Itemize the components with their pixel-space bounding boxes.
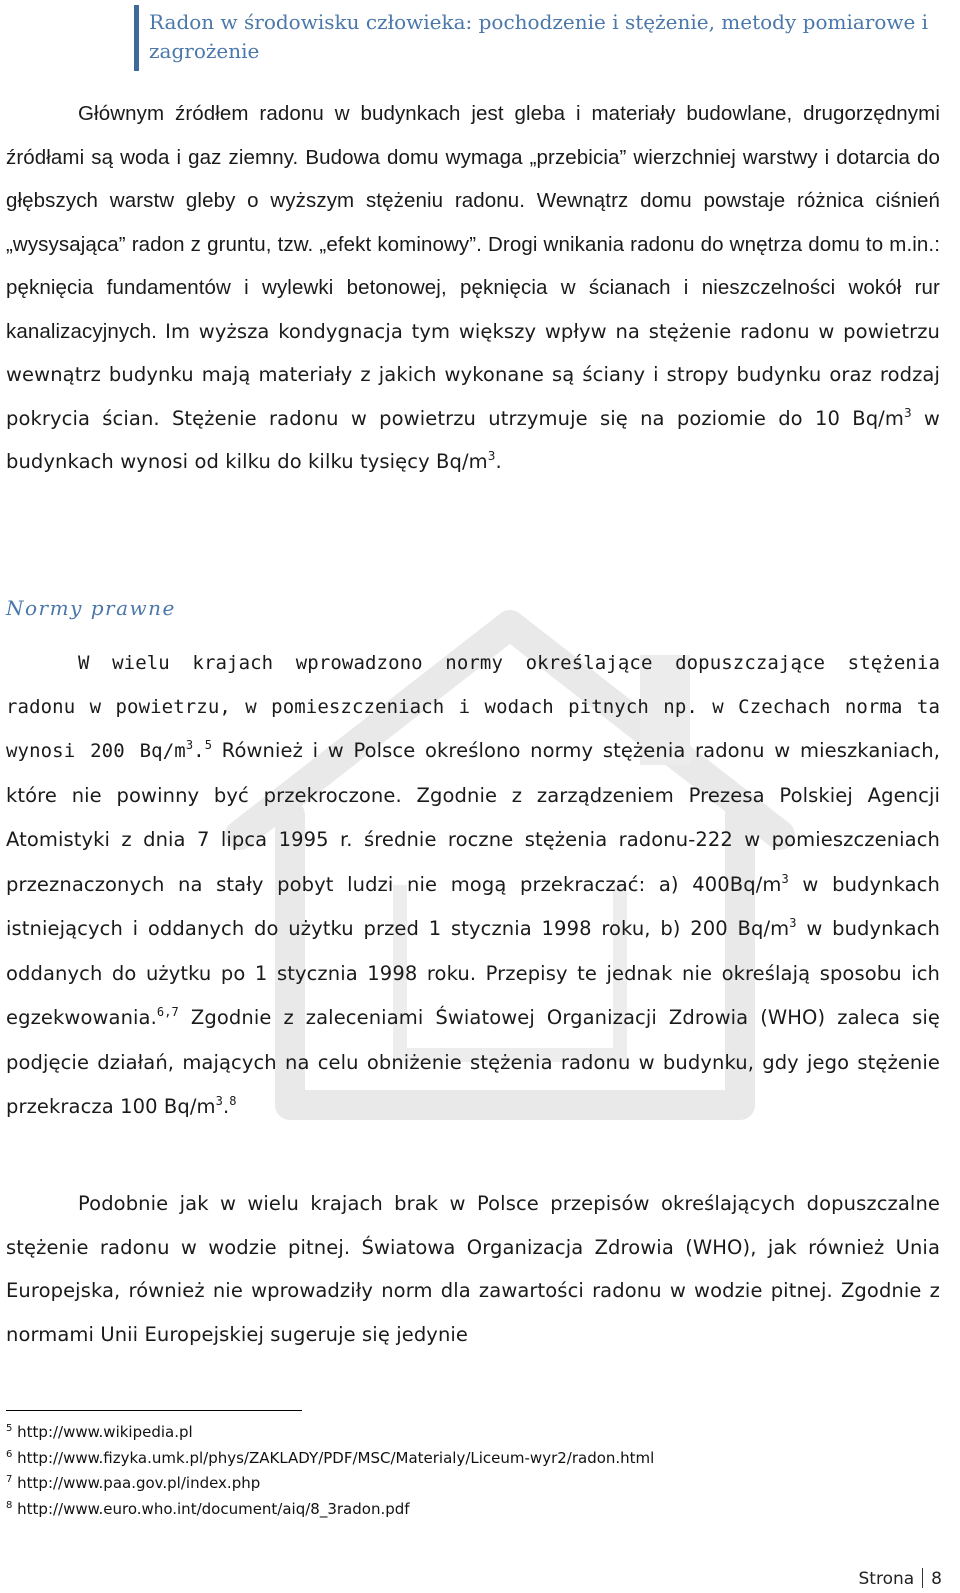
page-number-divider — [922, 1568, 923, 1588]
paragraph-radon-sources — [6, 92, 940, 484]
footnote-item: $^6$ http://www.fizyka.umk.pl/phys/ZAKLADY/PDF/MSC/Materialy/Liceum-wyr2/radon.html — [6, 1448, 655, 1467]
superscript: 3 — [903, 405, 912, 420]
footnote-separator — [6, 1410, 302, 1411]
superscript: 3 — [185, 738, 194, 752]
page-header — [134, 5, 934, 71]
paragraph-legal-norms: W wielu krajach wprowadzono normy określające dopuszczające stężenia radonu w powietrzu, w pomieszczeniach i wodach pitnych np. w Czechach norma ta wynosi 200 $Bq/m^3.^5$ Również i w Polsce określono normy stężenia radonu w mieszkaniach, które nie powinny być przekroczone. Zgodnie z zarządzeniem Prezesa Polskiej Agencji Atomistyki z dnia 7 lipca 1995 r. średnie roczne stężenia radonu-222 w pomieszczeniach przeznaczonych na stały pobyt ludzi nie mogą przekraczać: a) $400Bq/m^3$ w budynkach istniejących i oddanych do użytku przed 1 stycznia 1998 roku, b) 200 $Bq/m^3$ w budynkach oddanych do użytku po 1 stycznia 1998 roku. Przepisy te jednak nie określają sposobu ich egzekwowania.$^{6,7}$ Zgodnie z zaleceniami Światowej Organizacji Zdrowia (WHO) zaleca się podjęcie działań, mających na celu obniżenie stężenia radonu w budynku, gdy jego stężenie przekracza 100 $Bq/m^3.^8$ — [6, 652, 941, 1118]
page-number — [859, 1568, 943, 1589]
footnote-ref: 6,7 — [156, 1005, 179, 1019]
page-label: Strona — [858, 1569, 915, 1589]
superscript: 3 — [781, 871, 789, 886]
footnote-ref: 8 — [229, 1094, 237, 1108]
footnote-link[interactable]: http://www.paa.gov.pl/index.php — [17, 1474, 261, 1492]
footnote-item: $^8$ http://www.euro.who.int/document/aiq/8_3radon.pdf — [6, 1499, 410, 1518]
footnotes — [6, 1420, 654, 1522]
section-heading-legal-norms: Normy prawne — [6, 596, 176, 620]
paragraph-drinking-water: Podobnie jak w wielu krajach brak w Polsce przepisów określających dopuszczalne stężenie radonu w wodzie pitnej. Światowa Organizacja Zdrowia (WHO), jak również Unia Europejska, również nie wprowadziły norm dla zawartości radonu w wodzie pitnej. Zgodnie z normami Unii Europejskiej sugeruje się jedynie — [6, 1192, 940, 1346]
superscript: 3 — [487, 449, 496, 463]
footnote-item: $^7$ http://www.paa.gov.pl/index.php — [6, 1474, 261, 1492]
footnote-link[interactable]: http://www.wikipedia.pl — [17, 1423, 193, 1441]
page-number-value: 8 — [931, 1569, 942, 1589]
superscript: 3 — [215, 1094, 223, 1108]
footnote-link[interactable]: http://www.euro.who.int/document/aiq/8_3radon.pdf — [17, 1499, 410, 1518]
paragraph-radon-sources-cont: Im wyższa kondygnacja tym większy wpływ na stężenie radonu w powietrzu wewnątrz budynku mają materiały z jakich wykonane są ściany i stropy budynku oraz rodzaj pokrycia ścian. Stężenie radonu w powietrzu utrzymuje się na poziomie do 10 $Bq/m^3$ w budynkach wynosi od kilku do kilku tysięcy $Bq/m^3$. — [6, 319, 941, 473]
superscript: 3 — [789, 916, 797, 930]
footnote-item: $^5$ http://www.wikipedia.pl — [6, 1423, 193, 1441]
footnote-link[interactable]: http://www.fizyka.umk.pl/phys/ZAKLADY/PDF/MSC/Materialy/Liceum-wyr2/radon.html — [17, 1448, 655, 1467]
footnote-ref: 5 — [204, 738, 213, 752]
document-title: Radon w środowisku człowieka: pochodzenie i stężenie, metody pomiarowe i zagrożenie — [149, 10, 929, 63]
paragraph-radon-sources-lead: Głównym źródłem radonu w budynkach jest gleba i materiały budowlane, drugorzędnymi źródłami są woda i gaz ziemny. Budowa domu wymaga „przebicia” wierzchniej warstwy i dotarcia do głębszych warstw gleby o wyższym stężeniu radonu. Wewnątrz domu powstaje różnica ciśnień „wysysająca” radon z gruntu, tzw. „efekt kominowy”. Drogi wnikania radonu do wnętrza domu to m.in.: pęknięcia fundamentów i wylewki betonowej, pęknięcia w ścianach i nieszczelności wokół rur kanalizacyjnych. — [6, 102, 940, 343]
